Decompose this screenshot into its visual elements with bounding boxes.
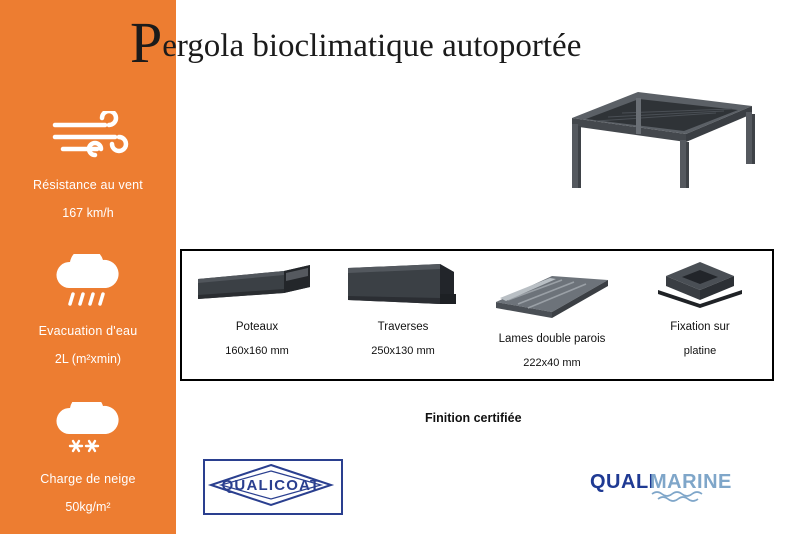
component-lames-double-parois bbox=[477, 263, 627, 395]
svg-text:QUALI: QUALI bbox=[590, 471, 655, 493]
base-plate-fixing-image bbox=[625, 257, 775, 315]
beam-profile-image bbox=[328, 257, 478, 315]
qualicoat-logo bbox=[203, 459, 343, 515]
component-dimension: platine bbox=[683, 345, 717, 357]
component-traverses bbox=[328, 251, 478, 383]
component-dimension: 222x40 mm bbox=[523, 357, 581, 369]
qualimarine-logo bbox=[588, 466, 738, 502]
svg-text:MARINE: MARINE bbox=[650, 471, 732, 493]
feature-snow-load bbox=[0, 398, 176, 514]
component-label: Poteaux bbox=[235, 321, 279, 333]
double-wall-blade-image bbox=[477, 269, 627, 327]
snow-cloud-icon bbox=[0, 398, 176, 464]
component-label: Fixation sur bbox=[670, 321, 730, 333]
certification-heading: Finition certifiée bbox=[425, 411, 522, 425]
component-label: Traverses bbox=[377, 321, 429, 333]
component-dimension: 250x130 mm bbox=[371, 345, 435, 357]
feature-title: Charge de neige bbox=[40, 472, 136, 486]
feature-water-evacuation bbox=[0, 250, 176, 366]
pergola-3d-illustration bbox=[566, 86, 756, 196]
svg-text:QUALICOAT: QUALICOAT bbox=[221, 477, 321, 494]
title-text: ergola bioclimatique autoportée bbox=[162, 28, 582, 64]
rain-cloud-icon bbox=[0, 250, 176, 316]
features-sidebar bbox=[0, 0, 176, 534]
page-title bbox=[130, 10, 582, 75]
feature-title: Résistance au vent bbox=[33, 178, 143, 192]
components-box bbox=[180, 249, 774, 381]
wind-icon bbox=[0, 104, 176, 170]
component-dimension: 160x160 mm bbox=[225, 345, 289, 357]
feature-value: 50kg/m² bbox=[65, 500, 111, 514]
component-poteaux bbox=[182, 251, 332, 383]
feature-wind-resistance bbox=[0, 104, 176, 220]
title-drop-cap: P bbox=[130, 10, 163, 75]
post-profile-image bbox=[182, 257, 332, 315]
feature-value: 2L (m²xmin) bbox=[54, 352, 122, 366]
feature-title: Evacuation d'eau bbox=[38, 324, 138, 338]
component-label: Lames double parois bbox=[498, 333, 606, 345]
component-fixation-platine bbox=[625, 251, 775, 383]
feature-value: 167 km/h bbox=[62, 206, 114, 220]
